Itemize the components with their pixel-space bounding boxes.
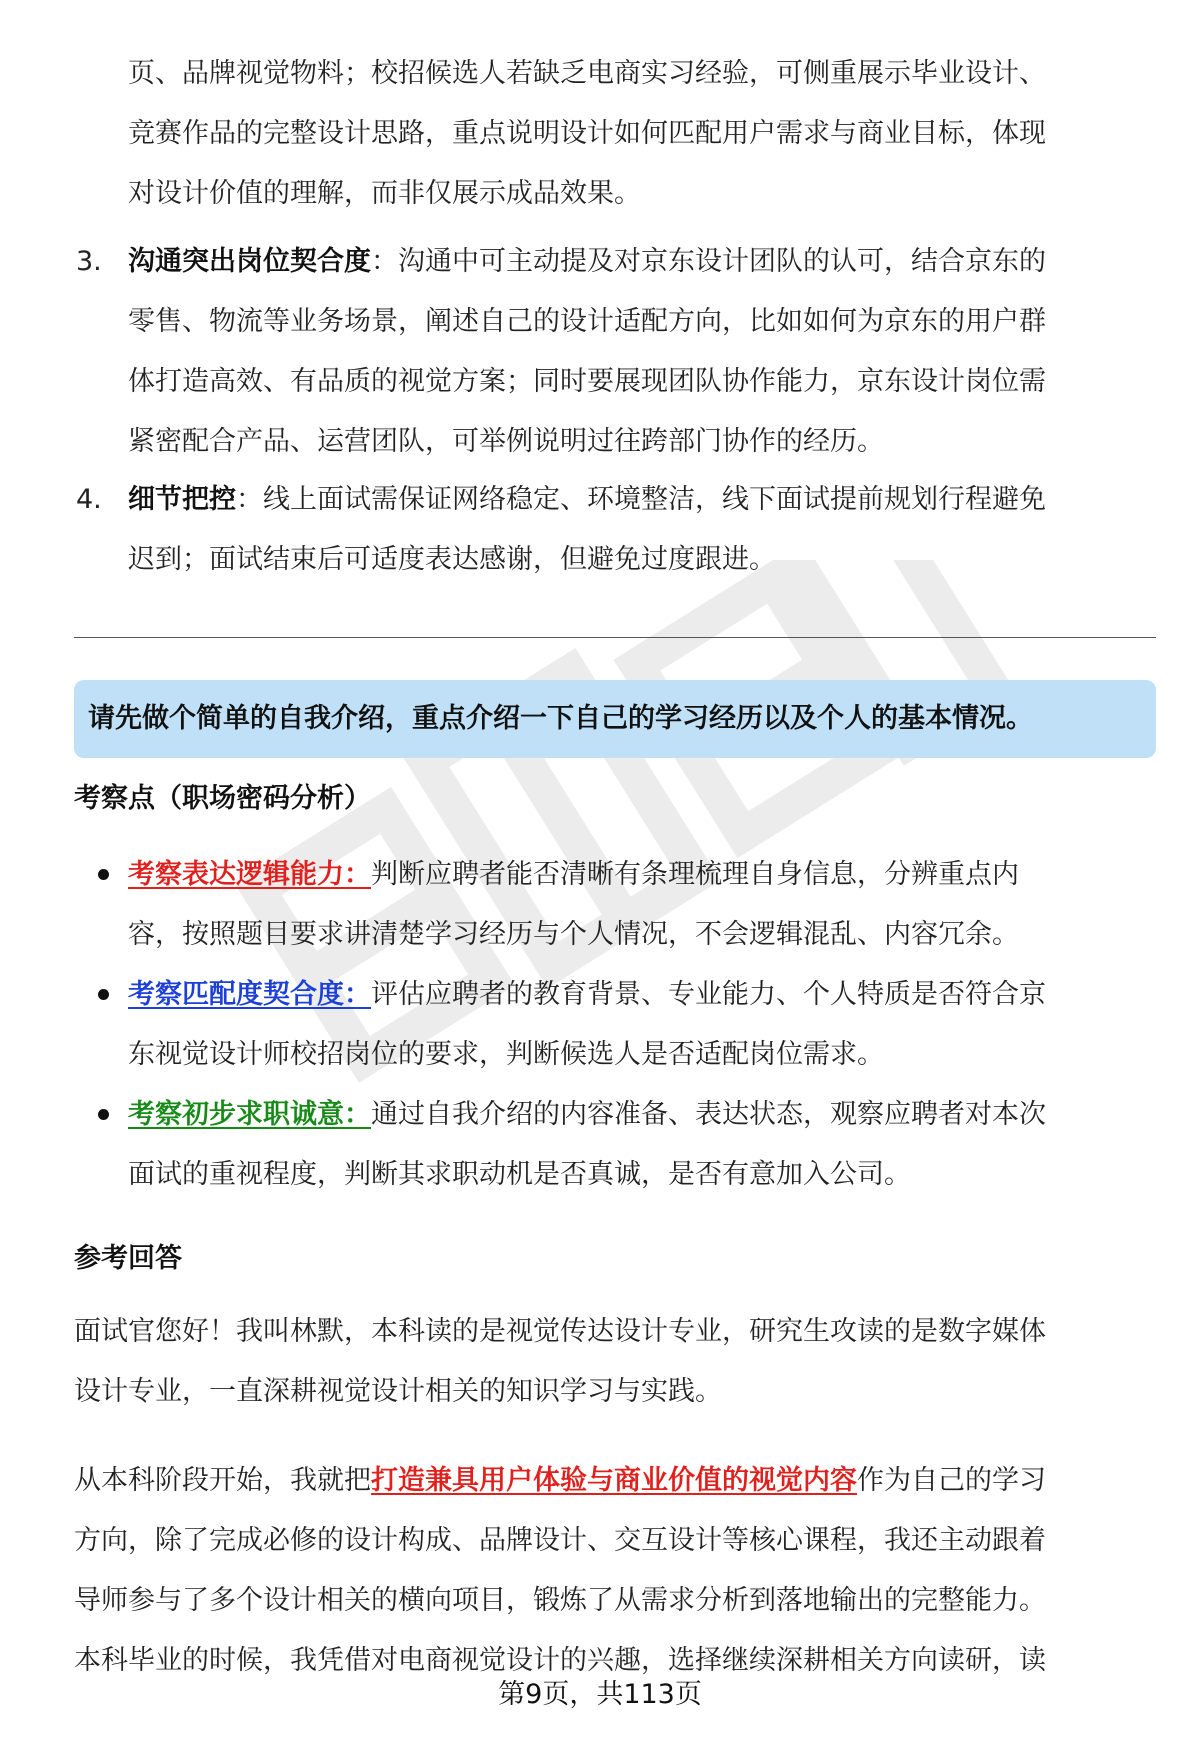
question-box: 请先做个简单的自我介绍，重点介绍一下自己的学习经历以及个人的基本情况。 xyxy=(74,680,1156,758)
analysis-bullet-list xyxy=(74,845,1156,1205)
numbered-list-item-3 xyxy=(76,232,1156,472)
paragraph-line: 作为自己的学习 xyxy=(857,1465,1046,1496)
bullet-dot xyxy=(98,1109,109,1120)
numbered-list-item-4 xyxy=(76,470,1156,590)
bullet-text: 面试的重视程度，判断其求职动机是否真诚，是否有意加入公司。 xyxy=(128,1159,911,1190)
bullet-keyword: 考察初步求职诚意： xyxy=(128,1099,371,1130)
paragraph-line: 面试官您好！我叫林默，本科读的是视觉传达设计专业，研究生攻读的是数字媒体 xyxy=(74,1316,1046,1347)
item-text: 零售、物流等业务场景，阐述自己的设计适配方向，比如如何为京东的用户群 xyxy=(128,306,1046,337)
bullet-text: 通过自我介绍的内容准备、表达状态，观察应聘者对本次 xyxy=(371,1099,1046,1130)
list-marker: 4. xyxy=(76,484,102,515)
item-text: 线上面试需保证网络稳定、环境整洁，线下面试提前规划行程避免 xyxy=(263,484,1046,515)
bullet-keyword: 考察表达逻辑能力： xyxy=(128,859,371,890)
item2-line: 竞赛作品的完整设计思路，重点说明设计如何匹配用户需求与商业目标，体现 xyxy=(128,118,1046,149)
bullet-text: 判断应聘者能否清晰有条理梳理自身信息，分辨重点内 xyxy=(371,859,1019,890)
list-marker: 3. xyxy=(76,246,102,277)
bullet-item xyxy=(74,845,1156,965)
paragraph-line: 设计专业，一直深耕视觉设计相关的知识学习与实践。 xyxy=(74,1376,722,1407)
item2-line: 页、品牌视觉物料；校招候选人若缺乏电商实习经验，可侧重展示毕业设计、 xyxy=(128,58,1046,89)
item-separator: ： xyxy=(236,484,263,515)
divider xyxy=(74,637,1156,638)
item-title: 细节把控 xyxy=(128,484,236,515)
item-title: 沟通突出岗位契合度 xyxy=(128,246,371,277)
paragraph-line: 本科毕业的时候，我凭借对电商视觉设计的兴趣，选择继续深耕相关方向读研，读 xyxy=(74,1645,1046,1676)
paragraph-line: 从本科阶段开始，我就把 xyxy=(74,1465,371,1496)
answer-paragraph-1 xyxy=(74,1302,1164,1422)
bullet-dot xyxy=(98,989,109,1000)
bullet-dot xyxy=(98,869,109,880)
bullet-text: 东视觉设计师校招岗位的要求，判断候选人是否适配岗位需求。 xyxy=(128,1039,884,1070)
bullet-keyword: 考察匹配度契合度： xyxy=(128,979,371,1010)
item-text: 体打造高效、有品质的视觉方案；同时要展现团队协作能力，京东设计岗位需 xyxy=(128,366,1046,397)
highlight-phrase: 打造兼具用户体验与商业价值的视觉内容 xyxy=(371,1465,857,1496)
bullet-item xyxy=(74,1085,1156,1205)
analysis-title: 考察点（职场密码分析） xyxy=(74,783,371,814)
item-text: 紧密配合产品、运营团队，可举例说明过往跨部门协作的经历。 xyxy=(128,426,884,457)
list-item xyxy=(76,232,1156,472)
page-footer: 第9页，共113页 xyxy=(498,1679,702,1710)
list-item xyxy=(76,470,1156,590)
answer-title: 参考回答 xyxy=(74,1243,182,1274)
paragraph-line: 方向，除了完成必修的设计构成、品牌设计、交互设计等核心课程，我还主动跟着 xyxy=(74,1525,1046,1556)
item-text: 迟到；面试结束后可适度表达感谢，但避免过度跟进。 xyxy=(128,544,776,575)
item-text: 沟通中可主动提及对京东设计团队的认可，结合京东的 xyxy=(398,246,1046,277)
answer-paragraph-2 xyxy=(74,1451,1164,1691)
bullet-item xyxy=(74,965,1156,1085)
item2-line: 对设计价值的理解，而非仅展示成品效果。 xyxy=(128,178,641,209)
paragraph-line: 导师参与了多个设计相关的横向项目，锻炼了从需求分析到落地输出的完整能力。 xyxy=(74,1585,1046,1616)
numbered-list-item-2-continuation xyxy=(76,44,1156,224)
bullet-text: 评估应聘者的教育背景、专业能力、个人特质是否符合京 xyxy=(371,979,1046,1010)
item-separator: ： xyxy=(371,246,398,277)
bullet-text: 容，按照题目要求讲清楚学习经历与个人情况，不会逻辑混乱、内容冗余。 xyxy=(128,919,1019,950)
